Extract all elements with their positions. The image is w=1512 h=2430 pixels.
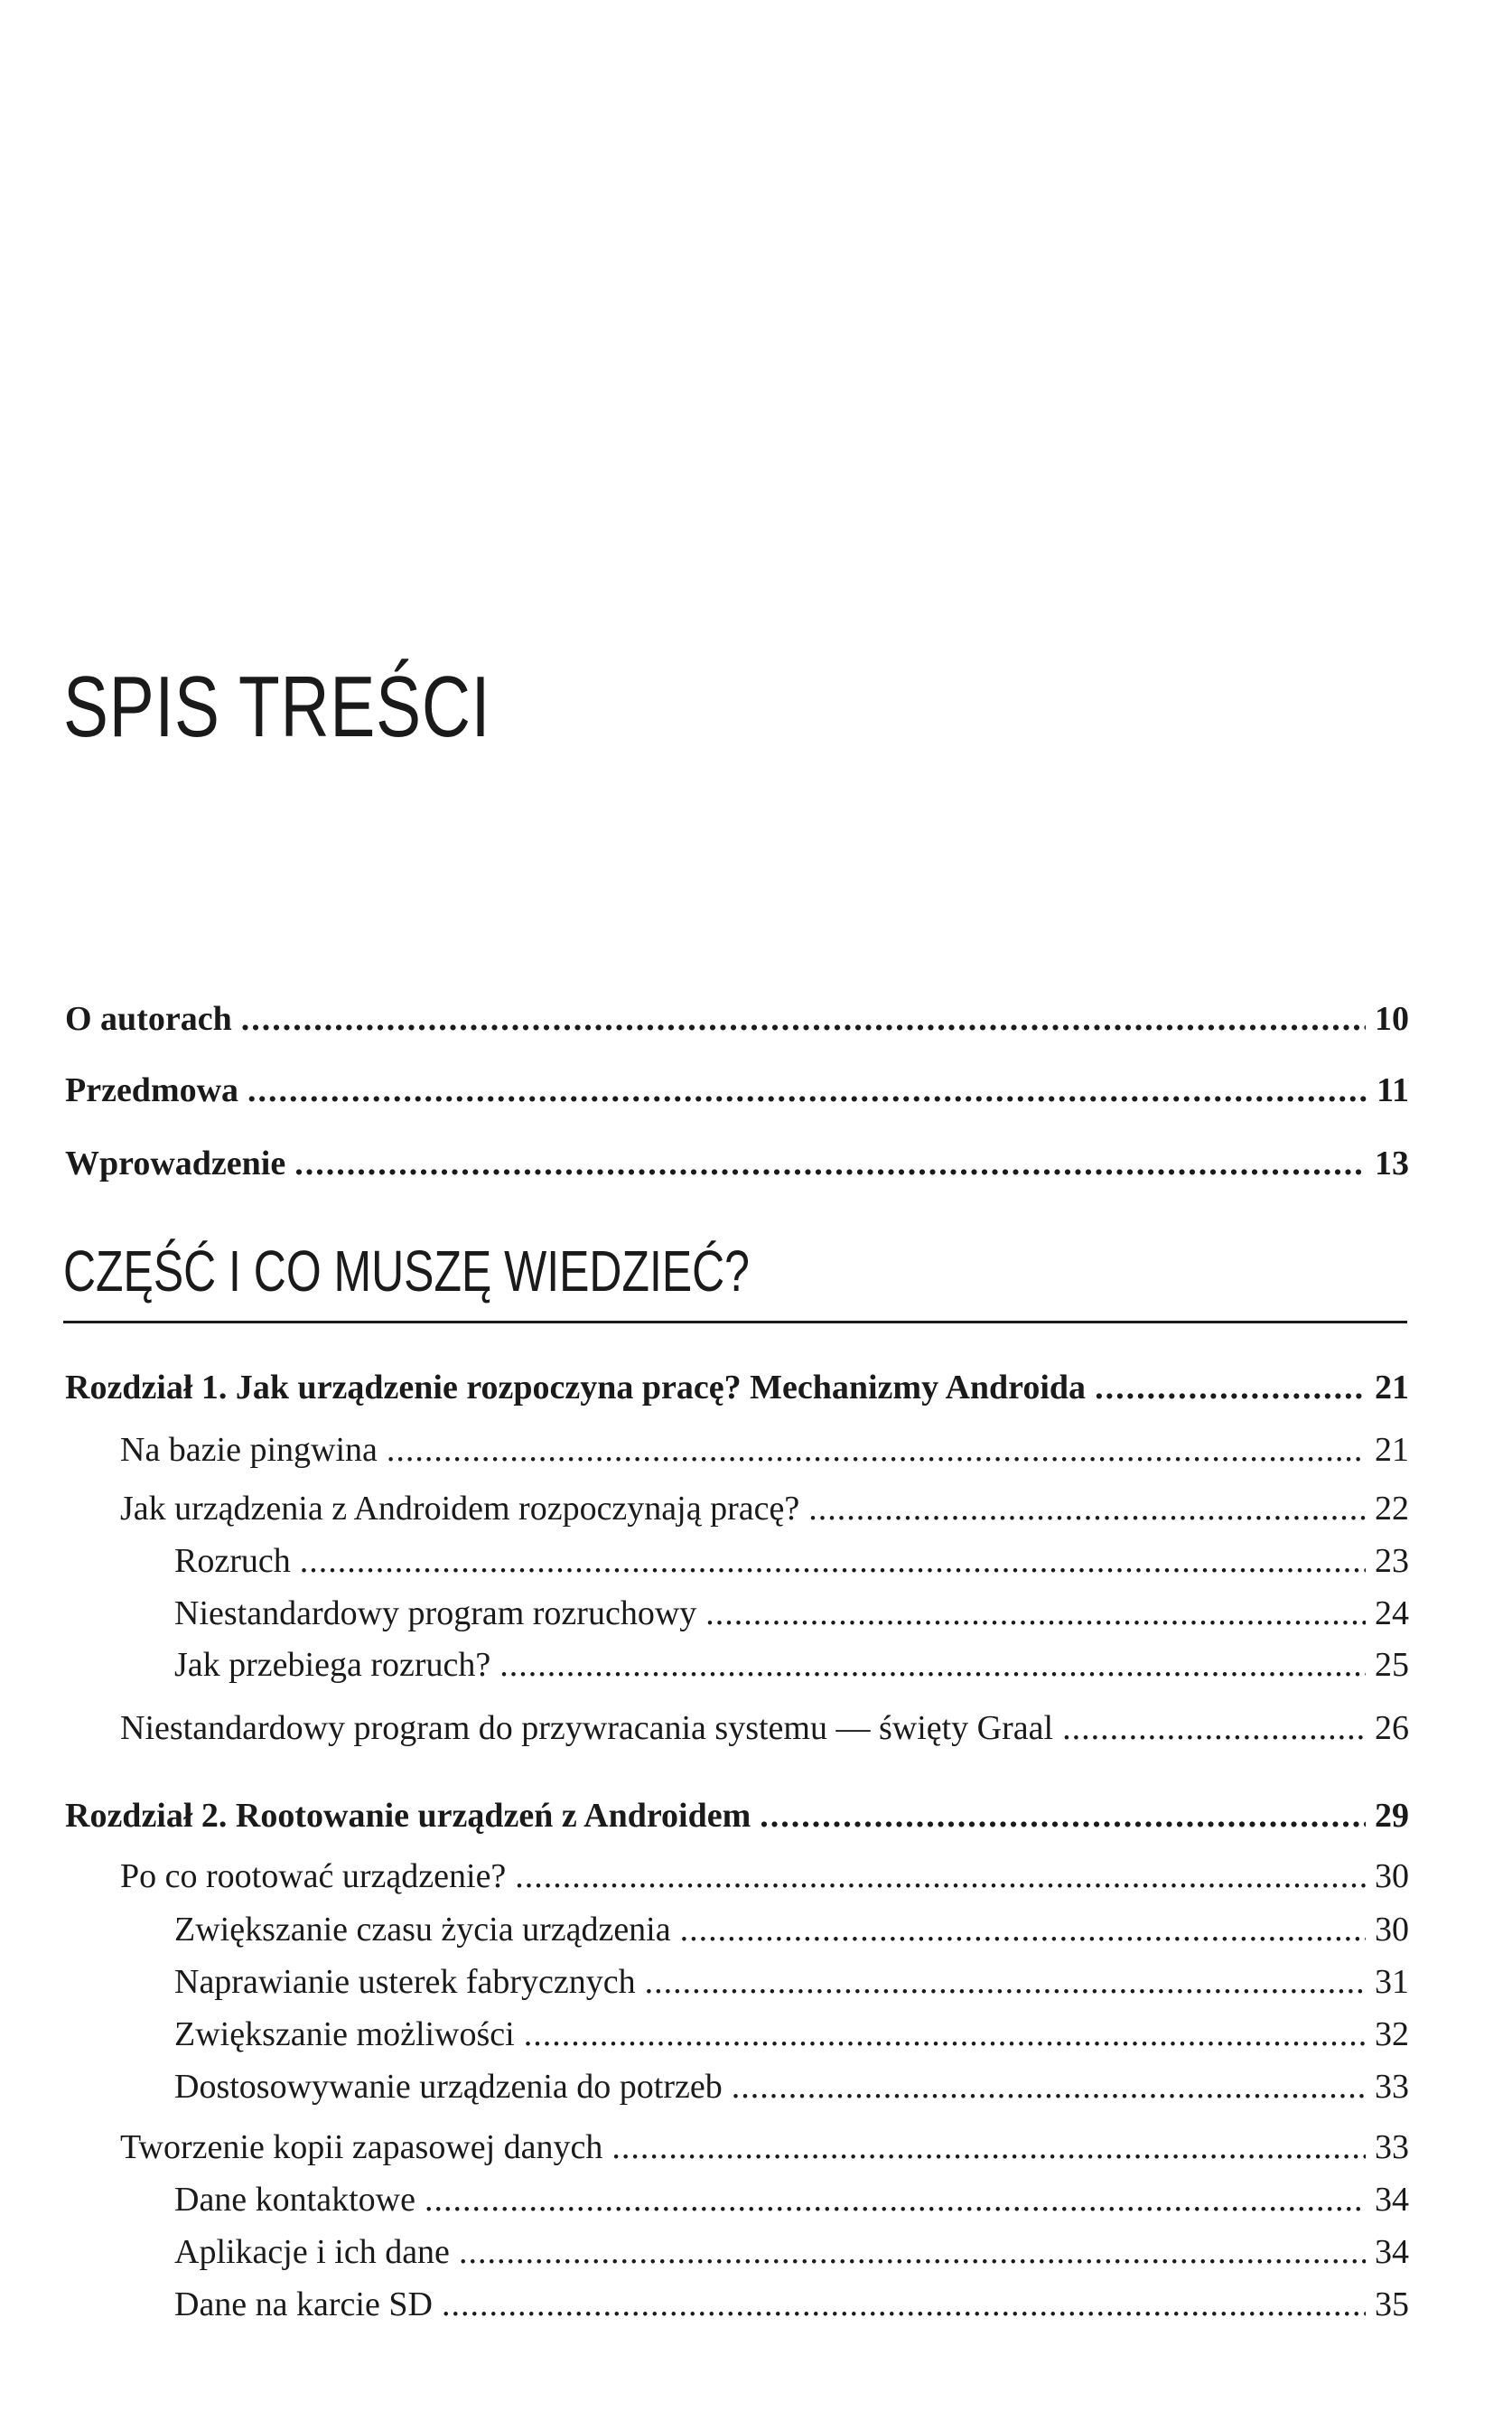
toc-entry-page: 13 xyxy=(1375,1145,1409,1182)
dot-leader xyxy=(680,1911,1366,1949)
toc-entry[interactable] xyxy=(0,1911,1409,1949)
toc-entry-page: 25 xyxy=(1375,1646,1409,1684)
toc-chapter-page: 29 xyxy=(1375,1797,1409,1835)
toc-entry-label: Jak przebiega rozruch? xyxy=(174,1646,491,1684)
toc-entry-label: Niestandardowy program rozruchowy xyxy=(174,1594,697,1632)
toc-entry-label: O autorach xyxy=(65,1000,232,1038)
toc-entry-page: 33 xyxy=(1375,2128,1409,2166)
part-title: CZĘŚĆ I CO MUSZĘ WIEDZIEĆ? xyxy=(63,1238,750,1304)
dot-leader xyxy=(499,1647,1366,1685)
dot-leader xyxy=(425,2182,1366,2220)
toc-entry-page: 10 xyxy=(1375,1000,1409,1038)
toc-entry[interactable] xyxy=(0,1964,1409,2002)
dot-leader xyxy=(808,1491,1366,1528)
toc-entry-label: Wprowadzenie xyxy=(65,1145,286,1182)
toc-entry-page: 11 xyxy=(1377,1071,1409,1109)
toc-entry-page: 34 xyxy=(1375,2233,1409,2271)
toc-entry-label: Dostosowywanie urządzenia do potrzeb xyxy=(174,2068,723,2106)
toc-entry-label: Tworzenie kopii zapasowej danych xyxy=(120,2128,603,2166)
toc-entry-label: Rozruch xyxy=(174,1542,291,1580)
toc-entry-label: Niestandardowy program do przywracania systemu — święty Graal xyxy=(120,1709,1054,1747)
dot-leader xyxy=(524,2016,1366,2054)
toc-entry[interactable] xyxy=(0,2286,1409,2324)
toc-entry[interactable] xyxy=(0,2069,1409,2107)
dot-leader xyxy=(1062,1710,1366,1748)
toc-entry-label: Zwiększanie możliwości xyxy=(174,2015,515,2053)
dot-leader xyxy=(294,1145,1366,1183)
toc-entry-page: 21 xyxy=(1375,1431,1409,1469)
toc-entry[interactable] xyxy=(0,2234,1409,2272)
toc-entry-przedmowa[interactable] xyxy=(0,1072,1409,1110)
toc-entry-page: 30 xyxy=(1375,1857,1409,1895)
toc-chapter-label: Rozdział 2. Rootowanie urządzeń z Androidem xyxy=(65,1797,751,1835)
dot-leader xyxy=(241,1001,1366,1039)
dot-leader xyxy=(387,1432,1366,1470)
toc-entry-label: Dane na karcie SD xyxy=(174,2285,433,2323)
toc-entry[interactable] xyxy=(0,1710,1409,1748)
toc-entry[interactable] xyxy=(0,2129,1409,2167)
toc-entry-page: 35 xyxy=(1375,2285,1409,2323)
toc-entry-label: Na bazie pingwina xyxy=(120,1431,378,1469)
toc-entry[interactable] xyxy=(0,1595,1409,1633)
toc-entry-page: 33 xyxy=(1375,2068,1409,2106)
dot-leader xyxy=(705,1595,1366,1633)
toc-entry[interactable] xyxy=(0,2182,1409,2220)
toc-entry-label: Po co rootować urządzenie? xyxy=(120,1857,507,1895)
toc-entry[interactable] xyxy=(0,1858,1409,1896)
dot-leader xyxy=(1095,1369,1366,1407)
dot-leader xyxy=(442,2286,1366,2324)
dot-leader xyxy=(247,1072,1367,1110)
toc-entry-label: Naprawianie usterek fabrycznych xyxy=(174,1963,636,2001)
dot-leader xyxy=(645,1964,1366,2002)
toc-chapter-1[interactable] xyxy=(0,1369,1409,1407)
toc-entry[interactable] xyxy=(0,1647,1409,1685)
toc-entry-page: 31 xyxy=(1375,1963,1409,2001)
dot-leader xyxy=(760,1798,1366,1836)
toc-entry-label: Jak urządzenia z Androidem rozpoczynają pracę? xyxy=(120,1490,800,1528)
toc-entry-label: Przedmowa xyxy=(65,1071,239,1109)
toc-entry-page: 26 xyxy=(1375,1709,1409,1747)
dot-leader xyxy=(459,2234,1366,2272)
toc-entry-page: 32 xyxy=(1375,2015,1409,2053)
dot-leader xyxy=(300,1543,1366,1581)
toc-entry-page: 24 xyxy=(1375,1594,1409,1632)
toc-entry-o-autorach[interactable] xyxy=(0,1001,1409,1039)
toc-entry-page: 22 xyxy=(1375,1490,1409,1528)
page-title: SPIS TREŚCI xyxy=(63,659,491,755)
toc-chapter-label: Rozdział 1. Jak urządzenie rozpoczyna pracę? Mechanizmy Androida xyxy=(65,1369,1087,1407)
toc-entry[interactable] xyxy=(0,1543,1409,1581)
toc-entry-page: 34 xyxy=(1375,2181,1409,2219)
toc-entry-label: Zwiększanie czasu życia urządzenia xyxy=(174,1911,671,1949)
toc-entry[interactable] xyxy=(0,1432,1409,1470)
toc-entry[interactable] xyxy=(0,2016,1409,2054)
dot-leader xyxy=(515,1858,1366,1896)
toc-entry-page: 30 xyxy=(1375,1911,1409,1949)
toc-chapter-page: 21 xyxy=(1375,1369,1409,1407)
toc-entry-label: Aplikacje i ich dane xyxy=(174,2233,450,2271)
dot-leader xyxy=(611,2129,1366,2167)
toc-entry-label: Dane kontaktowe xyxy=(174,2181,415,2219)
toc-chapter-2[interactable] xyxy=(0,1798,1409,1836)
toc-entry-wprowadzenie[interactable] xyxy=(0,1145,1409,1183)
toc-entry-page: 23 xyxy=(1375,1542,1409,1580)
dot-leader xyxy=(732,2069,1366,2107)
part-divider xyxy=(63,1321,1407,1323)
toc-entry[interactable] xyxy=(0,1491,1409,1528)
